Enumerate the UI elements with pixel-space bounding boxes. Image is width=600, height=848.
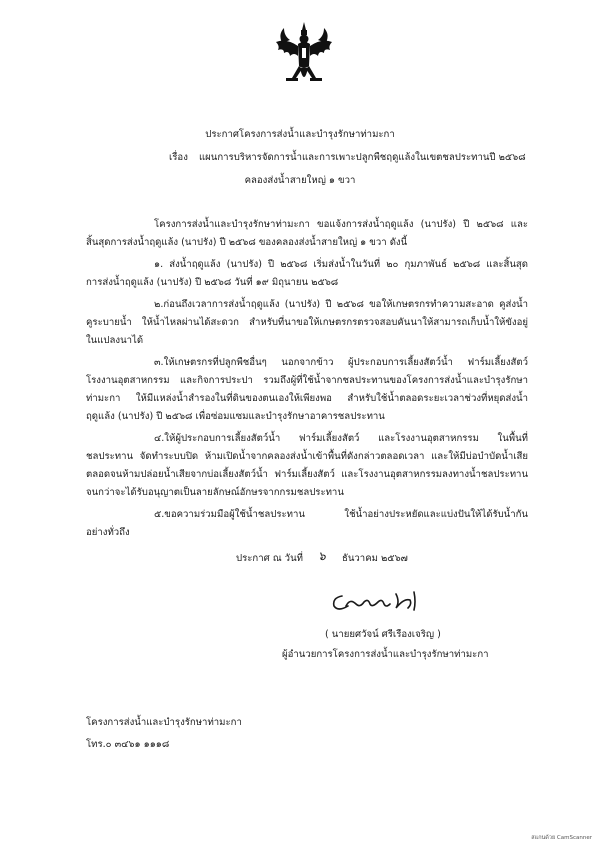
- paragraph-2-line-2: การส่งน้ำฤดูแล้ง (นาปรัง) ปี ๒๕๖๘ วันที่ ๑๙ มิถุนายน ๒๕๖๘: [86, 277, 339, 288]
- paragraph-1-line-1: โครงการส่งน้ำและบำรุงรักษาท่ามะกา ขอแจ้งการส่งน้ำฤดูแล้ง (นาปรัง) ปี ๒๕๖๘ และ: [154, 219, 528, 230]
- paragraph-2-line-1: ๑. ส่งน้ำฤดูแล้ง (นาปรัง) ปี ๒๕๖๘ เริ่มส่งน้ำในวันที่ ๒๐ กุมภาพันธ์ ๒๕๖๘ และสิ้นสุด: [154, 259, 528, 270]
- handwritten-signature-icon: [330, 586, 426, 616]
- paragraph-3-line-3: ในแปลงนาได้: [86, 335, 144, 346]
- subject-label: เรื่อง: [169, 152, 188, 163]
- paragraph-5-line-2: ชลประทาน จัดทำระบบปิด ห้ามเปิดน้ำจากคลองส่งน้ำเข้าพื้นที่ดังกล่าวตลอดเวลา และให้มีบ่อบำบัดน้ำเสีย: [86, 451, 528, 462]
- paragraph-4-line-4: ฤดูแล้ง (นาปรัง) ปี ๒๕๖๘ เพื่อซ่อมแซมและบำรุงรักษาอาคารชลประทาน: [86, 411, 385, 422]
- paragraph-5-line-4: จนกว่าจะได้รับอนุญาตเป็นลายลักษณ์อักษรจากกรมชลประทาน: [86, 487, 344, 498]
- dateline-month-year: ธันวาคม ๒๕๖๗: [342, 553, 408, 564]
- dateline-day: ๖: [318, 549, 326, 563]
- paragraph-6-line-2: อย่างทั่วถึง: [86, 527, 130, 538]
- signatory-name: ( นายยศวัจน์ ศรีเรืองเจริญ ): [325, 629, 441, 640]
- announcement-org-line: ประกาศโครงการส่งน้ำและบำรุงรักษาท่ามะกา: [205, 129, 395, 140]
- paragraph-4-line-2: โรงงานอุตสาหกรรม และกิจการประปา รวมถึงผู้ที่ใช้น้ำจากชลประทานของโครงการส่งน้ำและบำรุงรักษา: [86, 375, 528, 386]
- paragraph-5-line-3: ตลอดจนห้ามปล่อยน้ำเสียจากบ่อเลี้ยงสัตว์น้ำ ฟาร์มเลี้ยงสัตว์ และโรงงานอุตสาหกรรมลงทางน้ำชลประทาน: [86, 469, 528, 480]
- paragraph-3-line-2: คูระบายน้ำ ให้น้ำไหลผ่านได้สะดวก สำหรับที่นาขอให้เกษตรกรตรวจสอบคันนาให้สามารถเก็บน้ำให้ขังอยู่: [86, 317, 528, 328]
- footer-phone: โทร.๐ ๓๔๖๑ ๑๑๑๘: [86, 739, 170, 750]
- subject-text: แผนการบริหารจัดการน้ำและการเพาะปลูกพืชฤดูแล้งในเขตชลประทานปี ๒๕๖๘: [199, 152, 526, 163]
- paragraph-5-line-1: ๔.ให้ผู้ประกอบการเลี้ยงสัตว์น้ำ ฟาร์มเลี้ยงสัตว์ และโรงงานอุตสาหกรรม ในพื้นที่: [154, 433, 528, 444]
- paragraph-3-line-1: ๒.ก่อนถึงเวลาการส่งน้ำฤดูแล้ง (นาปรัง) ปี ๒๕๖๘ ขอให้เกษตรกรทำความสะอาด คูส่งน้ำ: [154, 299, 528, 310]
- paragraph-1-line-2: สิ้นสุดการส่งน้ำฤดูแล้ง (นาปรัง) ปี ๒๕๖๘ ของคลองส่งน้ำสายใหญ่ ๑ ขวา ดังนี้: [86, 237, 408, 248]
- footer-office: โครงการส่งน้ำและบำรุงรักษาท่ามะกา: [86, 717, 242, 728]
- paragraph-4-line-3: ท่ามะกา ให้มีแหล่งน้ำสำรองในที่ดินของตนเองให้เพียงพอ สำหรับใช้น้ำตลอดระยะเวลาช่วงที่หยุดส่งน้ำ: [86, 393, 528, 404]
- dateline-prefix: ประกาศ ณ วันที่: [236, 553, 303, 564]
- signatory-position: ผู้อำนวยการโครงการส่งน้ำและบำรุงรักษาท่ามะกา: [282, 649, 489, 660]
- paragraph-4-line-1: ๓.ให้เกษตรกรที่ปลูกพืชอื่นๆ นอกจากข้าว ผู้ประกอบการเลี้ยงสัตว์น้ำ ฟาร์มเลี้ยงสัตว์: [154, 357, 528, 368]
- scanner-watermark: สแกนด้วย CamScanner: [531, 835, 592, 841]
- garuda-emblem-icon: [272, 20, 336, 88]
- canal-line: คลองส่งน้ำสายใหญ่ ๑ ขวา: [244, 175, 356, 186]
- paragraph-6-line-1: ๕.ขอความร่วมมือผู้ใช้น้ำชลประทาน ใช้น้ำอย่างประหยัดและแบ่งปันให้ได้รับน้ำกัน: [154, 509, 528, 520]
